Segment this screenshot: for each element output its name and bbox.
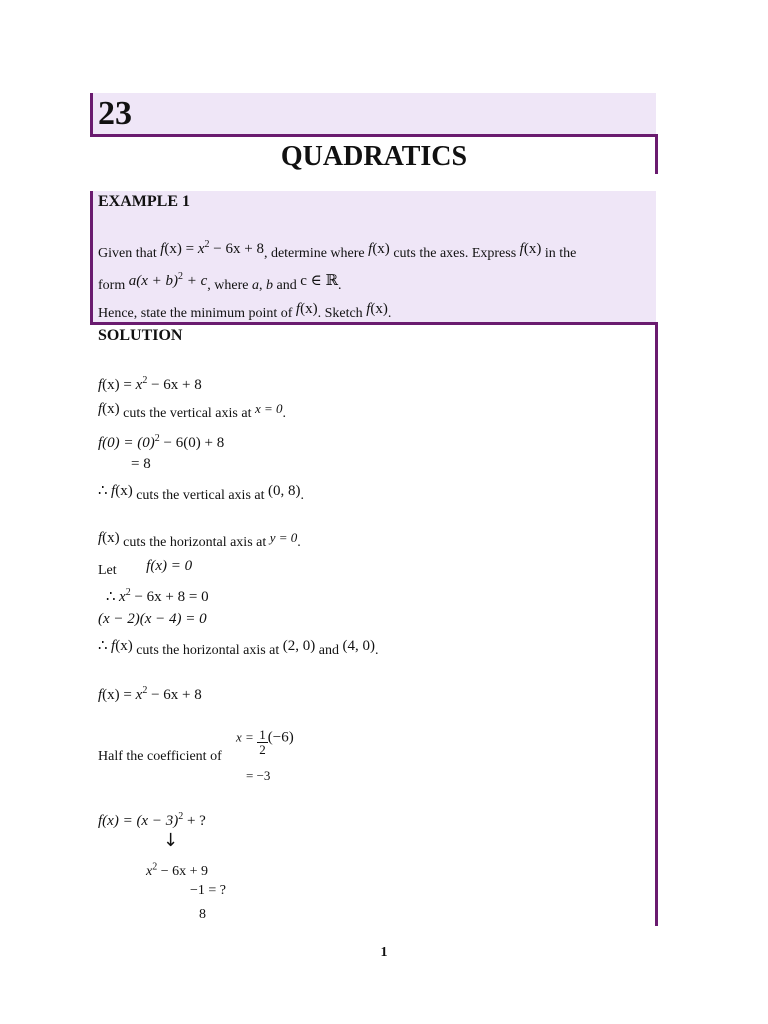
text: . (375, 643, 379, 658)
text: . (282, 406, 287, 421)
math-eq-neg3: = −3 (246, 768, 271, 783)
math-f: f (295, 301, 301, 317)
math-x-eq-0: x = 0 (254, 401, 283, 416)
chapter-border-bottom (90, 134, 658, 137)
math-exp: 2 (142, 375, 148, 386)
text: in the (544, 246, 577, 261)
text: . (337, 278, 342, 293)
half-coefficient-result (246, 767, 270, 790)
chapter-banner (90, 93, 656, 135)
math-arg: (x) (102, 401, 120, 417)
factored-line (98, 610, 207, 633)
math-tail: − 6x + 8 (147, 687, 202, 703)
math-x: x (119, 589, 126, 605)
half-coefficient-expression (236, 728, 294, 757)
text: , where (207, 278, 249, 293)
math-arg: (x) (523, 241, 542, 257)
horizontal-axis-conclusion (98, 637, 379, 660)
f-zero-line (98, 430, 224, 457)
math-factored: (x − 2)(x − 4) = 0 (98, 611, 207, 627)
math-tail: − 6x + 8 (147, 377, 202, 393)
quadratic-equation-line (106, 584, 209, 611)
math-f: f (111, 483, 116, 499)
math-f: f (111, 638, 116, 654)
math-vertex-form (129, 273, 208, 289)
math-exp: 2 (154, 433, 160, 444)
text: and (318, 643, 340, 658)
fraction-numerator: 1 (259, 727, 266, 742)
math-arg: (x) (102, 377, 120, 393)
let-line (98, 557, 192, 580)
var-b: b (265, 278, 273, 293)
text: . (387, 306, 392, 321)
eight-line (199, 906, 206, 928)
math-f: f (98, 530, 103, 546)
text: form (98, 278, 126, 293)
horizontal-axis-line (98, 529, 301, 552)
math-point-0-8: (0, 8) (268, 483, 301, 499)
var-a: a (251, 278, 259, 293)
math-f: f (98, 377, 103, 393)
math-arg: (x) (102, 530, 120, 546)
completing-square-line (98, 808, 206, 835)
text: cuts the vertical axis at (123, 406, 252, 421)
math-arg: (x) (102, 687, 120, 703)
solution-fx-definition (98, 372, 202, 399)
math-arg: (x) (115, 638, 133, 654)
math-neg6: (−6) (267, 729, 294, 746)
math-fx (111, 483, 133, 499)
math-tail: − 6(0) + 8 (159, 435, 225, 451)
text: cuts the axes. Express (393, 246, 517, 261)
math-exp: 2 (204, 239, 210, 250)
math-f: f (160, 241, 165, 257)
math-arg: (x) (300, 301, 318, 317)
solution-border-right (655, 322, 658, 926)
math-fx-definition: $f(x) = x^2 - 6x + 8$ (160, 239, 264, 257)
example-line-1 (98, 236, 576, 263)
math-base: f(0) = (0) (98, 435, 155, 451)
text: Hence, state the minimum point of (98, 306, 293, 321)
text: , determine where (263, 246, 365, 261)
fraction-one-half (257, 728, 268, 757)
chapter-border-left (90, 93, 93, 137)
math-y-eq-0: y = 0 (269, 530, 298, 545)
down-arrow-icon: ↓ (163, 830, 179, 851)
math-exp: 2 (178, 271, 183, 282)
math-base: a(x + b) (128, 273, 178, 289)
text: and (276, 278, 297, 293)
math-x: x (197, 241, 205, 257)
math-f-eq-0: f(x) = 0 (146, 558, 193, 574)
chapter-number: 23 (98, 95, 132, 132)
text: cuts the vertical axis at (136, 488, 265, 503)
math-exp: 2 (125, 587, 131, 598)
math-eq-8: = 8 (131, 456, 151, 472)
math-fx (111, 638, 133, 654)
math-base: f(x) = (x − 3) (98, 813, 179, 829)
expansion-line (146, 858, 208, 885)
f-zero-result (131, 455, 151, 478)
math-completed-square (98, 813, 206, 829)
vertical-axis-conclusion (98, 482, 304, 505)
math-exp: 2 (152, 861, 158, 872)
text: . (297, 535, 301, 550)
math-fx (368, 241, 390, 257)
math-fx (366, 301, 388, 317)
text: . Sketch (317, 306, 363, 321)
math-minus-one: −1 = ? (190, 883, 227, 898)
math-fx (520, 241, 542, 257)
math-tail: + ? (183, 813, 206, 829)
math-fx (98, 401, 120, 417)
math-point-2-0: (2, 0) (282, 638, 316, 654)
math-tail: − 6x + 8 = 0 (130, 589, 209, 605)
solution-heading: SOLUTION (98, 327, 183, 344)
let-label: Let (98, 563, 117, 578)
therefore-icon: ∴ (106, 589, 116, 605)
math-x-eq: x = (236, 729, 254, 745)
text: cuts the horizontal axis at (136, 643, 280, 658)
math-quadratic-eq (119, 589, 209, 605)
minus-one-line (190, 882, 226, 904)
math-fx (296, 301, 318, 317)
math-exp: 2 (142, 685, 148, 696)
math-arg: (x) (115, 483, 133, 499)
math-x: x (135, 687, 143, 703)
math-x: x (135, 377, 143, 393)
math-fx (98, 530, 120, 546)
example-line-2 (98, 268, 341, 295)
math-tail: − 6x + 9 (157, 863, 209, 879)
math-f: f (98, 687, 103, 703)
solution-fx-repeat (98, 682, 202, 709)
math-exp: 2 (178, 811, 184, 822)
text: . (300, 488, 305, 503)
vertical-axis-line (98, 400, 286, 423)
math-arg: (x) (164, 241, 182, 257)
math-arg: (x) (370, 301, 388, 317)
math-f-zero (98, 435, 224, 451)
text: , (258, 278, 263, 293)
math-eight: 8 (199, 907, 206, 922)
text: cuts the horizontal axis at (123, 535, 267, 550)
math-point-4-0: (4, 0) (342, 638, 376, 654)
chapter-title: QUADRATICS (280, 141, 468, 172)
fraction-denominator: 2 (259, 742, 266, 757)
math-expansion (146, 861, 209, 879)
math-f: f (519, 241, 524, 257)
math-tail: − 6x + 8 (209, 241, 264, 257)
math-x: x (146, 863, 153, 879)
math-fx-definition: $f(x) = x^2 - 6x + 8$ (98, 685, 202, 703)
page-number: 1 (380, 945, 388, 960)
therefore-icon: ∴ (98, 483, 108, 499)
math-c-in-R: c ∈ ℝ (300, 273, 338, 289)
math-f: f (366, 301, 371, 317)
math-tail: + c (183, 273, 208, 289)
math-arg: (x) (372, 241, 390, 257)
example-border-left (90, 191, 93, 323)
math-f: f (368, 241, 373, 257)
example-heading: EXAMPLE 1 (98, 193, 190, 210)
half-coefficient-label: Half the coefficient of (98, 749, 222, 764)
math-fx-definition: $f(x) = x^2 - 6x + 8$ (98, 375, 202, 393)
math-f: f (98, 401, 103, 417)
example-line-3 (98, 300, 391, 323)
text: Given that (98, 246, 157, 261)
therefore-icon: ∴ (98, 638, 108, 654)
